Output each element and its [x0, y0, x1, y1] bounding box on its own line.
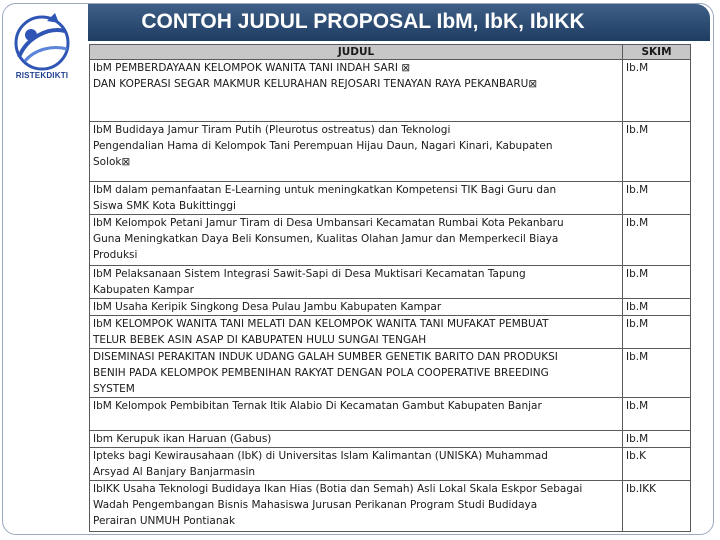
skim-cell: Ib.M: [623, 316, 691, 349]
proposal-title-line: Arsyad Al Banjary Banjarmasin: [93, 466, 256, 478]
proposal-title-line: Kabupaten Kampar: [93, 284, 194, 296]
proposal-title-cell: [90, 431, 623, 448]
skim-cell: Ib.M: [623, 215, 691, 266]
proposal-title-cell: [90, 122, 623, 182]
proposal-title-line: IbM dalam pemanfaatan E-Learning untuk meningkatkan Kompetensi TIK Bagi Guru dan: [93, 184, 557, 196]
proposal-title-cell: [90, 60, 623, 122]
skim-cell: Ib.M: [623, 122, 691, 182]
table-row: [90, 122, 691, 182]
proposal-title-line: IbM KELOMPOK WANITA TANI MELATI DAN KELOMPOK WANITA TANI MUFAKAT PEMBUAT: [93, 318, 549, 330]
proposal-title-cell: [90, 182, 623, 215]
proposal-title-line: TELUR BEBEK ASIN ASAP DI KABUPATEN HULU SUNGAI TENGAH: [93, 334, 427, 346]
proposal-title-line: Produksi: [93, 249, 138, 261]
proposal-title-line: IbM Pelaksanaan Sistem Integrasi Sawit-Sapi di Desa Muktisari Kecamatan Tapung: [93, 268, 526, 280]
table-row: [90, 349, 691, 398]
proposal-title-line: Pengendalian Hama di Kelompok Tani Perempuan Hijau Daun, Nagari Kinari, Kabupaten: [93, 140, 553, 152]
proposal-title-line: IbM Kelompok Pembibitan Ternak Itik Alabio Di Kecamatan Gambut Kabupaten Banjar: [93, 400, 542, 412]
proposal-title-line: IbM Budidaya Jamur Tiram Putih (Pleurotus ostreatus) dan Teknologi: [93, 124, 451, 136]
proposal-title-line: DISEMINASI PERAKITAN INDUK UDANG GALAH SUMBER GENETIK BARITO DAN PRODUKSI: [93, 351, 558, 363]
proposal-title-line: Guna Meningkatkan Daya Beli Konsumen, Kualitas Olahan Jamur dan Memperkecil Biaya: [93, 233, 559, 245]
proposal-title-cell: [90, 316, 623, 349]
skim-cell: Ib.M: [623, 60, 691, 122]
proposal-title-line: Solok⊠: [93, 156, 131, 168]
slide-title: CONTOH JUDUL PROPOSAL IbM, IbK, IbIKK: [141, 10, 585, 33]
proposal-title-line: Ipteks bagi Kewirausahaan (IbK) di Universitas Islam Kalimantan (UNISKA) Muhammad: [93, 450, 548, 462]
proposal-title-line: BENIH PADA KELOMPOK PEMBENIHAN RAKYAT DENGAN POLA COOPERATIVE BREEDING: [93, 367, 549, 379]
column-header-judul: JUDUL: [90, 45, 623, 60]
proposal-title-line: IbM PEMBERDAYAAN KELOMPOK WANITA TANI INDAH SARI ⊠: [93, 62, 411, 74]
proposal-title-line: Wadah Pengembangan Bisnis Mahasiswa Jurusan Perikanan Program Studi Budidaya: [93, 499, 538, 511]
column-header-skim: SKIM: [623, 45, 691, 60]
proposal-title-line: Ibm Kerupuk ikan Haruan (Gabus): [93, 433, 272, 445]
table-row: [90, 398, 691, 431]
table-header-row: [90, 45, 691, 60]
table-row: [90, 182, 691, 215]
proposal-title-cell: [90, 299, 623, 316]
proposal-title-line: IbIKK Usaha Teknologi Budidaya Ikan Hias (Botia dan Semah) Asli Lokal Skala Eskpor Sebagai: [93, 483, 583, 495]
skim-cell: Ib.K: [623, 448, 691, 481]
skim-cell: Ib.M: [623, 349, 691, 398]
skim-cell: Ib.IKK: [623, 481, 691, 532]
skim-cell: Ib.M: [623, 182, 691, 215]
table-row: [90, 481, 691, 532]
table-row: [90, 60, 691, 122]
proposal-title-cell: [90, 448, 623, 481]
skim-cell: Ib.M: [623, 299, 691, 316]
skim-cell: Ib.M: [623, 431, 691, 448]
proposal-title-line: IbM Kelompok Petani Jamur Tiram di Desa Umbansari Kecamatan Rumbai Kota Pekanbaru: [93, 217, 564, 229]
proposal-title-line: Perairan UNMUH Pontianak: [93, 515, 236, 527]
proposal-title-cell: [90, 481, 623, 532]
table-row: [90, 266, 691, 299]
proposal-title-cell: [90, 349, 623, 398]
table-row: [90, 448, 691, 481]
skim-cell: Ib.M: [623, 266, 691, 299]
proposal-title-line: IbM Usaha Keripik Singkong Desa Pulau Jambu Kabupaten Kampar: [93, 301, 442, 313]
logo-text: RISTEKDIKTI: [15, 71, 69, 80]
skim-cell: Ib.M: [623, 398, 691, 431]
proposal-title-line: Siswa SMK Kota Bukittinggi: [93, 200, 236, 212]
proposal-title-cell: [90, 398, 623, 431]
table-row: [90, 431, 691, 448]
proposal-title-cell: [90, 215, 623, 266]
table-row: [90, 299, 691, 316]
proposal-title-cell: [90, 266, 623, 299]
table-row: [90, 215, 691, 266]
table-row: [90, 316, 691, 349]
proposal-title-line: SYSTEM: [93, 383, 135, 395]
proposal-table: [89, 44, 691, 532]
proposal-title-line: DAN KOPERASI SEGAR MAKMUR KELURAHAN REJOSARI TENAYAN RAYA PEKANBARU⊠: [93, 78, 538, 90]
